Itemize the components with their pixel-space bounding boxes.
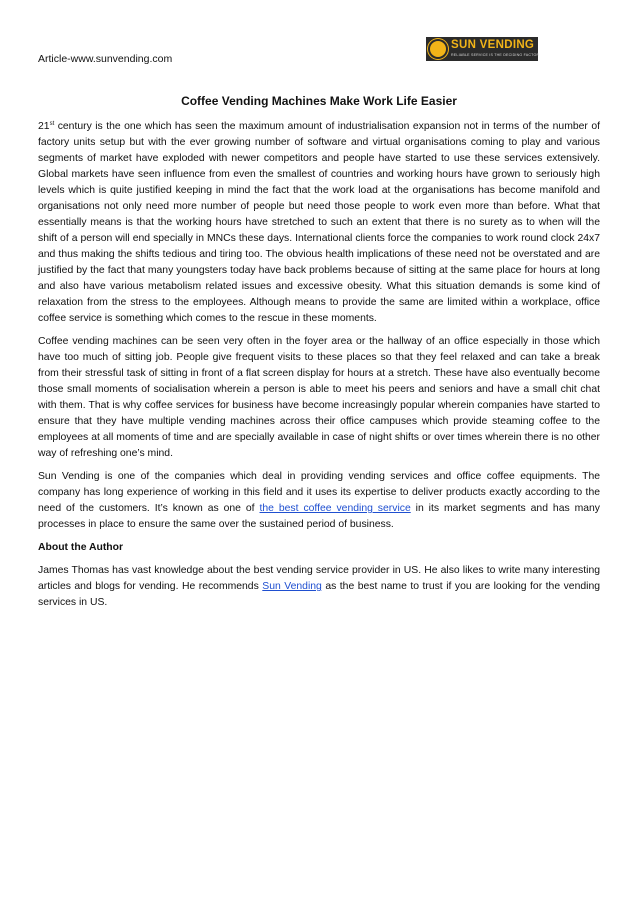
author-paragraph: James Thomas has vast knowledge about the best vending service provider in US. He also likes to write many interesting articles and blogs for vending. He recommends Sun Vending as the best name to trust if you are looking for the vending services in US. [38,565,600,608]
source-label: Article-www.sunvending.com [38,53,173,65]
paragraph-2: Coffee vending machines can be seen very often in the foyer area or the hallway of an office especially in those which have too much of sitting job. People give frequent visits to these places so that they feel relaxed and can take a break from their stressful task of sitting in front of a flat screen display for hours at a stretch. These have also eventually become those small moments of socialisation wherein a person is able to meet his peers and seniors and have a small chit chat with them. That is why coffee services for business have become increasingly popular wherein companies have started to ensure that they have multiple vending machines across their office campuses which provide steaming coffee to the employees at all moments of time and are specially available in case of night shifts or over times wherein there is no other way of refreshing one’s mind. [38,336,600,459]
article-title: Coffee Vending Machines Make Work Life Easier [181,94,457,108]
paragraph-3: Sun Vending is one of the companies which deal in providing vending services and office coffee equipments. The company has long experience of working in this field and it uses its expertise to deliver products exactly according to the need of the customers. It’s known as one of the best coffee vending service in its market segments and has many processes in place to ensure the same over the sustained period of business. [38,471,601,530]
paragraph-1-text: century is the one which has seen the maximum amount of industrialisation expansion not in terms of the number of factory units setup but with the ever growing number of software and virtual organisations coming to play and various segments of market have exploded with newer competitors and people have started to use these services extensively. Global markets have seen influence from even the smallest of countries and working hours have grown to seriously high levels which is quite justified keeping in mind the fact that the work load at the organisations has become manifold and organisations not only need more number of people but need those people to work even more than before. What that essentially means is that the working hours have stretched to such an extent that there is no surety as to when will the shift of a person will end specially in MNCs these days. International clients force the companies to work round clock 24x7 and thus making the shifts tedious and tiring too. The obvious health implications of these need not be overstated and are justified by the fact that many youngsters today have back problems because of sitting at the same place for hours at long and also have various metabolism related issues and excessive obesity. What this situation demands is some kind of relaxation from the stress to the employees. Although means to provide the same are limited within a workplace, office coffee service is something which comes to the rescue in these moments. [38,121,600,324]
sun-vending-logo [426,37,538,61]
best-coffee-vending-link[interactable]: the best coffee vending service [259,503,411,514]
logo-tagline: RELIABLE SERVICE IS THE DECIDING FACTOR [451,52,540,57]
sun-icon [430,41,446,57]
article-body [38,119,600,618]
paragraph-1 [38,119,600,327]
author-heading: About the Author [38,542,124,553]
century-number: 21 [38,121,50,132]
sun-vending-link[interactable]: Sun Vending [262,581,322,592]
logo-name: SUN VENDING [451,39,535,52]
ordinal-superscript: st [49,121,55,127]
